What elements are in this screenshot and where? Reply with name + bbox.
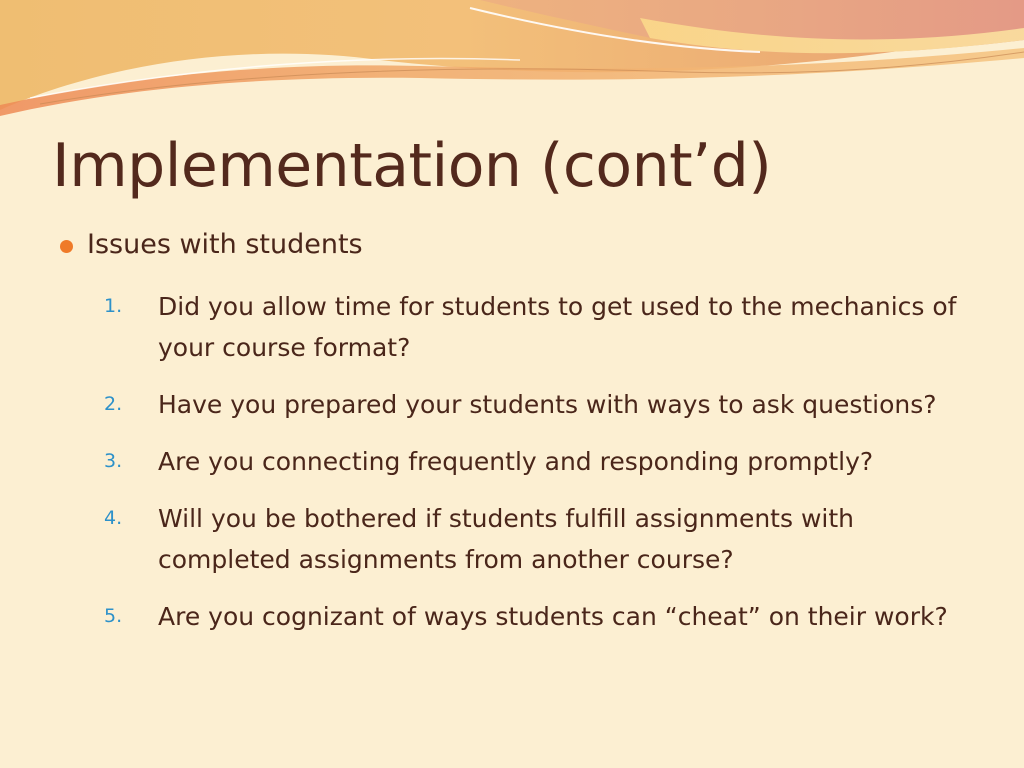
bullet-issues-with-students [60,226,363,264]
slide-title: Implementation (cont’d) [52,131,772,201]
list-item-number: 5. [104,605,123,627]
list-item-text: Have you prepared your students with ways to ask questions? [158,390,937,419]
list-item [104,441,984,482]
list-item [104,596,984,637]
list-item [104,286,984,368]
list-item-number: 2. [104,393,123,415]
list-item-text: Are you cognizant of ways students can “cheat” on their work? [158,602,948,631]
decorative-wave-header [0,0,1024,130]
list-item-text: Will you be bothered if students fulfill assignments with completed assignments from another course? [158,504,854,574]
list-item-number: 4. [104,507,123,529]
list-item-text: Are you connecting frequently and responding promptly? [158,447,874,476]
list-item-number: 1. [104,295,123,317]
list-item [104,384,984,425]
list-item [104,498,984,580]
list-item-text: Did you allow time for students to get used to the mechanics of your course format? [158,292,957,362]
bullet-dot-icon [60,240,73,253]
bullet-text: Issues with students [87,229,363,260]
question-list [104,286,984,653]
list-item-number: 3. [104,450,123,472]
